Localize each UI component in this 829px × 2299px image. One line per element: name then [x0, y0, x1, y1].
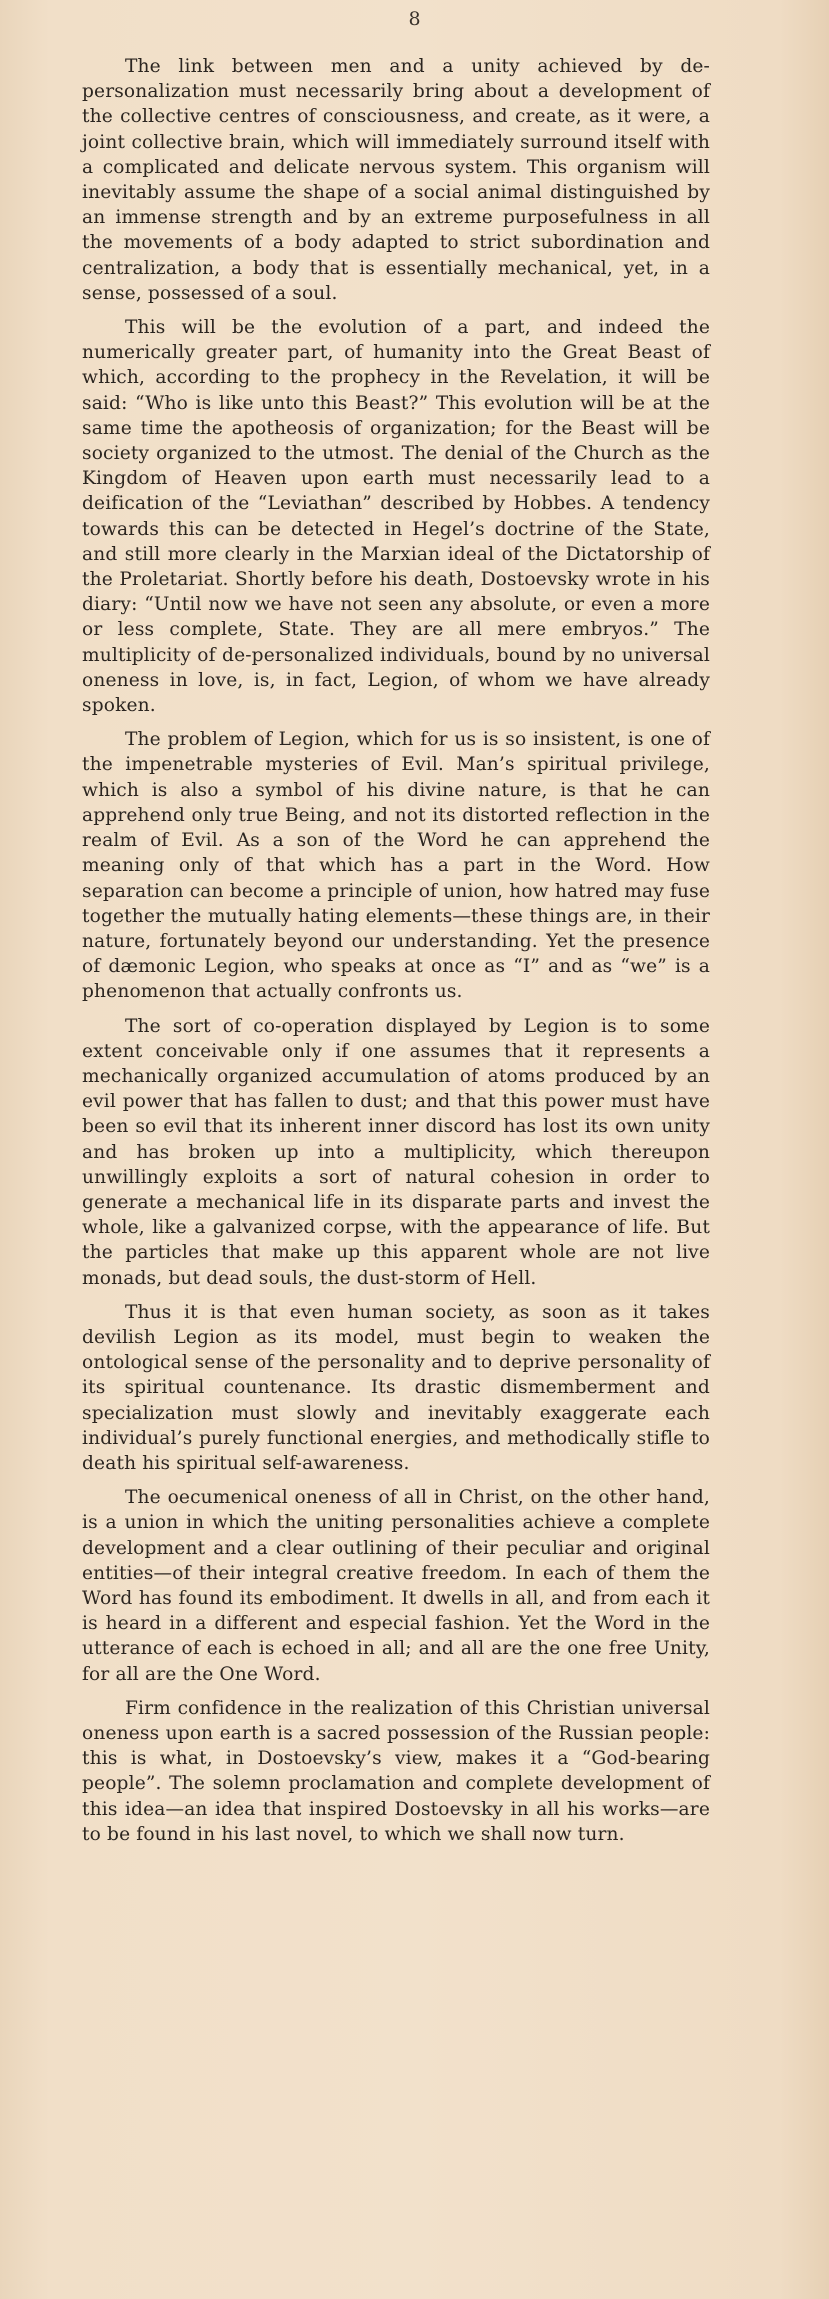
paragraph: The link between men and a unity achieved by de-personalization must necessarily bring about a development of the collective centres of consciousness, and create, as it were, a joint collective brain, which will immediately surround itself with a complicated and delicate nervous system. This organism will inevitably assume the shape of a social animal distinguished by an immense strength and by an extreme purposefulness in all the movements of a body adapted to strict subordination and centralization, a body that is essentially mechanical, yet, in a sense, possessed of a soul. [82, 56, 710, 304]
paragraph: Thus it is that even human society, as soon as it takes devilish Legion as its model, must begin to weaken the ontological sense of the personality and to deprive personality of its spiritual countenance. Its drastic dismemberment and specialization must slowly and inevitably exaggerate each individual’s purely functional energies, and methodically stifle to death his spiritual self-awareness. [82, 1301, 710, 1474]
paragraph: The sort of co-operation displayed by Legion is to some extent conceivable only if one assumes that it represents a mechanically organized accumulation of atoms produced by an evil power that has fallen to dust; and that this power must have been so evil that its inherent inner discord has lost its own unity and has broken up into a multiplicity, which thereupon unwillingly exploits a sort of natural cohesion in order to generate a mechanical life in its disparate parts and invest the whole, like a galvanized corpse, with the appearance of life. But the particles that make up this apparent whole are not live monads, but dead souls, the dust-storm of Hell. [82, 1015, 710, 1289]
paragraph: This will be the evolution of a part, and indeed the numerically greater part, of humanity into the Great Beast of which, according to the prophecy in the Revelation, it will be said: “Who is like unto this Beast?” This evolution will be at the same time the apotheosis of organization; for the Beast will be society organized to the utmost. The denial of the Church as the Kingdom of Heaven upon earth must necessarily lead to a deification of the “Leviathan” described by Hobbes. A tendency towards this can be detected in Hegel’s doctrine of the State, and still more clearly in the Marxian ideal of the Dictatorship of the Proletariat. Shortly before his death, Dostoevsky wrote in his diary: “Until now we have not seen any absolute, or even a more or less complete, State. They are all mere embryos.” The multiplicity of de-personalized individuals, bound by no universal oneness in love, is, in fact, Legion, of whom we have already spoken. [82, 317, 710, 717]
page-number: 8 [408, 8, 421, 30]
paragraph: The oecumenical oneness of all in Christ, on the other hand, is a union in which the uniting personalities achieve a complete development and a clear outlining of their peculiar and original entities—of their integral creative freedom. In each of them the Word has found its embodiment. It dwells in all, and from each it is heard in a different and especial fashion. Yet the Word in the utterance of each is echoed in all; and all are the one free Unity, for all are the One Word. [82, 1487, 710, 1685]
body-text [82, 54, 710, 1847]
paragraph: The problem of Legion, which for us is so insistent, is one of the impenetrable mysteries of Evil. Man’s spiritual privilege, which is also a symbol of his divine nature, is that he can apprehend only true Being, and not its distorted reflection in the realm of Evil. As a son of the Word he can apprehend the meaning only of that which has a part in the Word. How separation can become a principle of union, how hatred may fuse together the mutually hating elements—these things are, in their nature, fortunately beyond our understanding. Yet the presence of dæmonic Legion, who speaks at once as “I” and as “we” is a phenomenon that actually confronts us. [82, 729, 710, 1003]
paragraph: Firm confidence in the realization of this Christian universal oneness upon earth is a sacred possession of the Russian people: this is what, in Dostoevsky’s view, makes it a “God-bearing people”. The solemn proclamation and complete development of this idea—an idea that inspired Dostoevsky in all his works—are to be found in his last novel, to which we shall now turn. [82, 1697, 710, 1845]
